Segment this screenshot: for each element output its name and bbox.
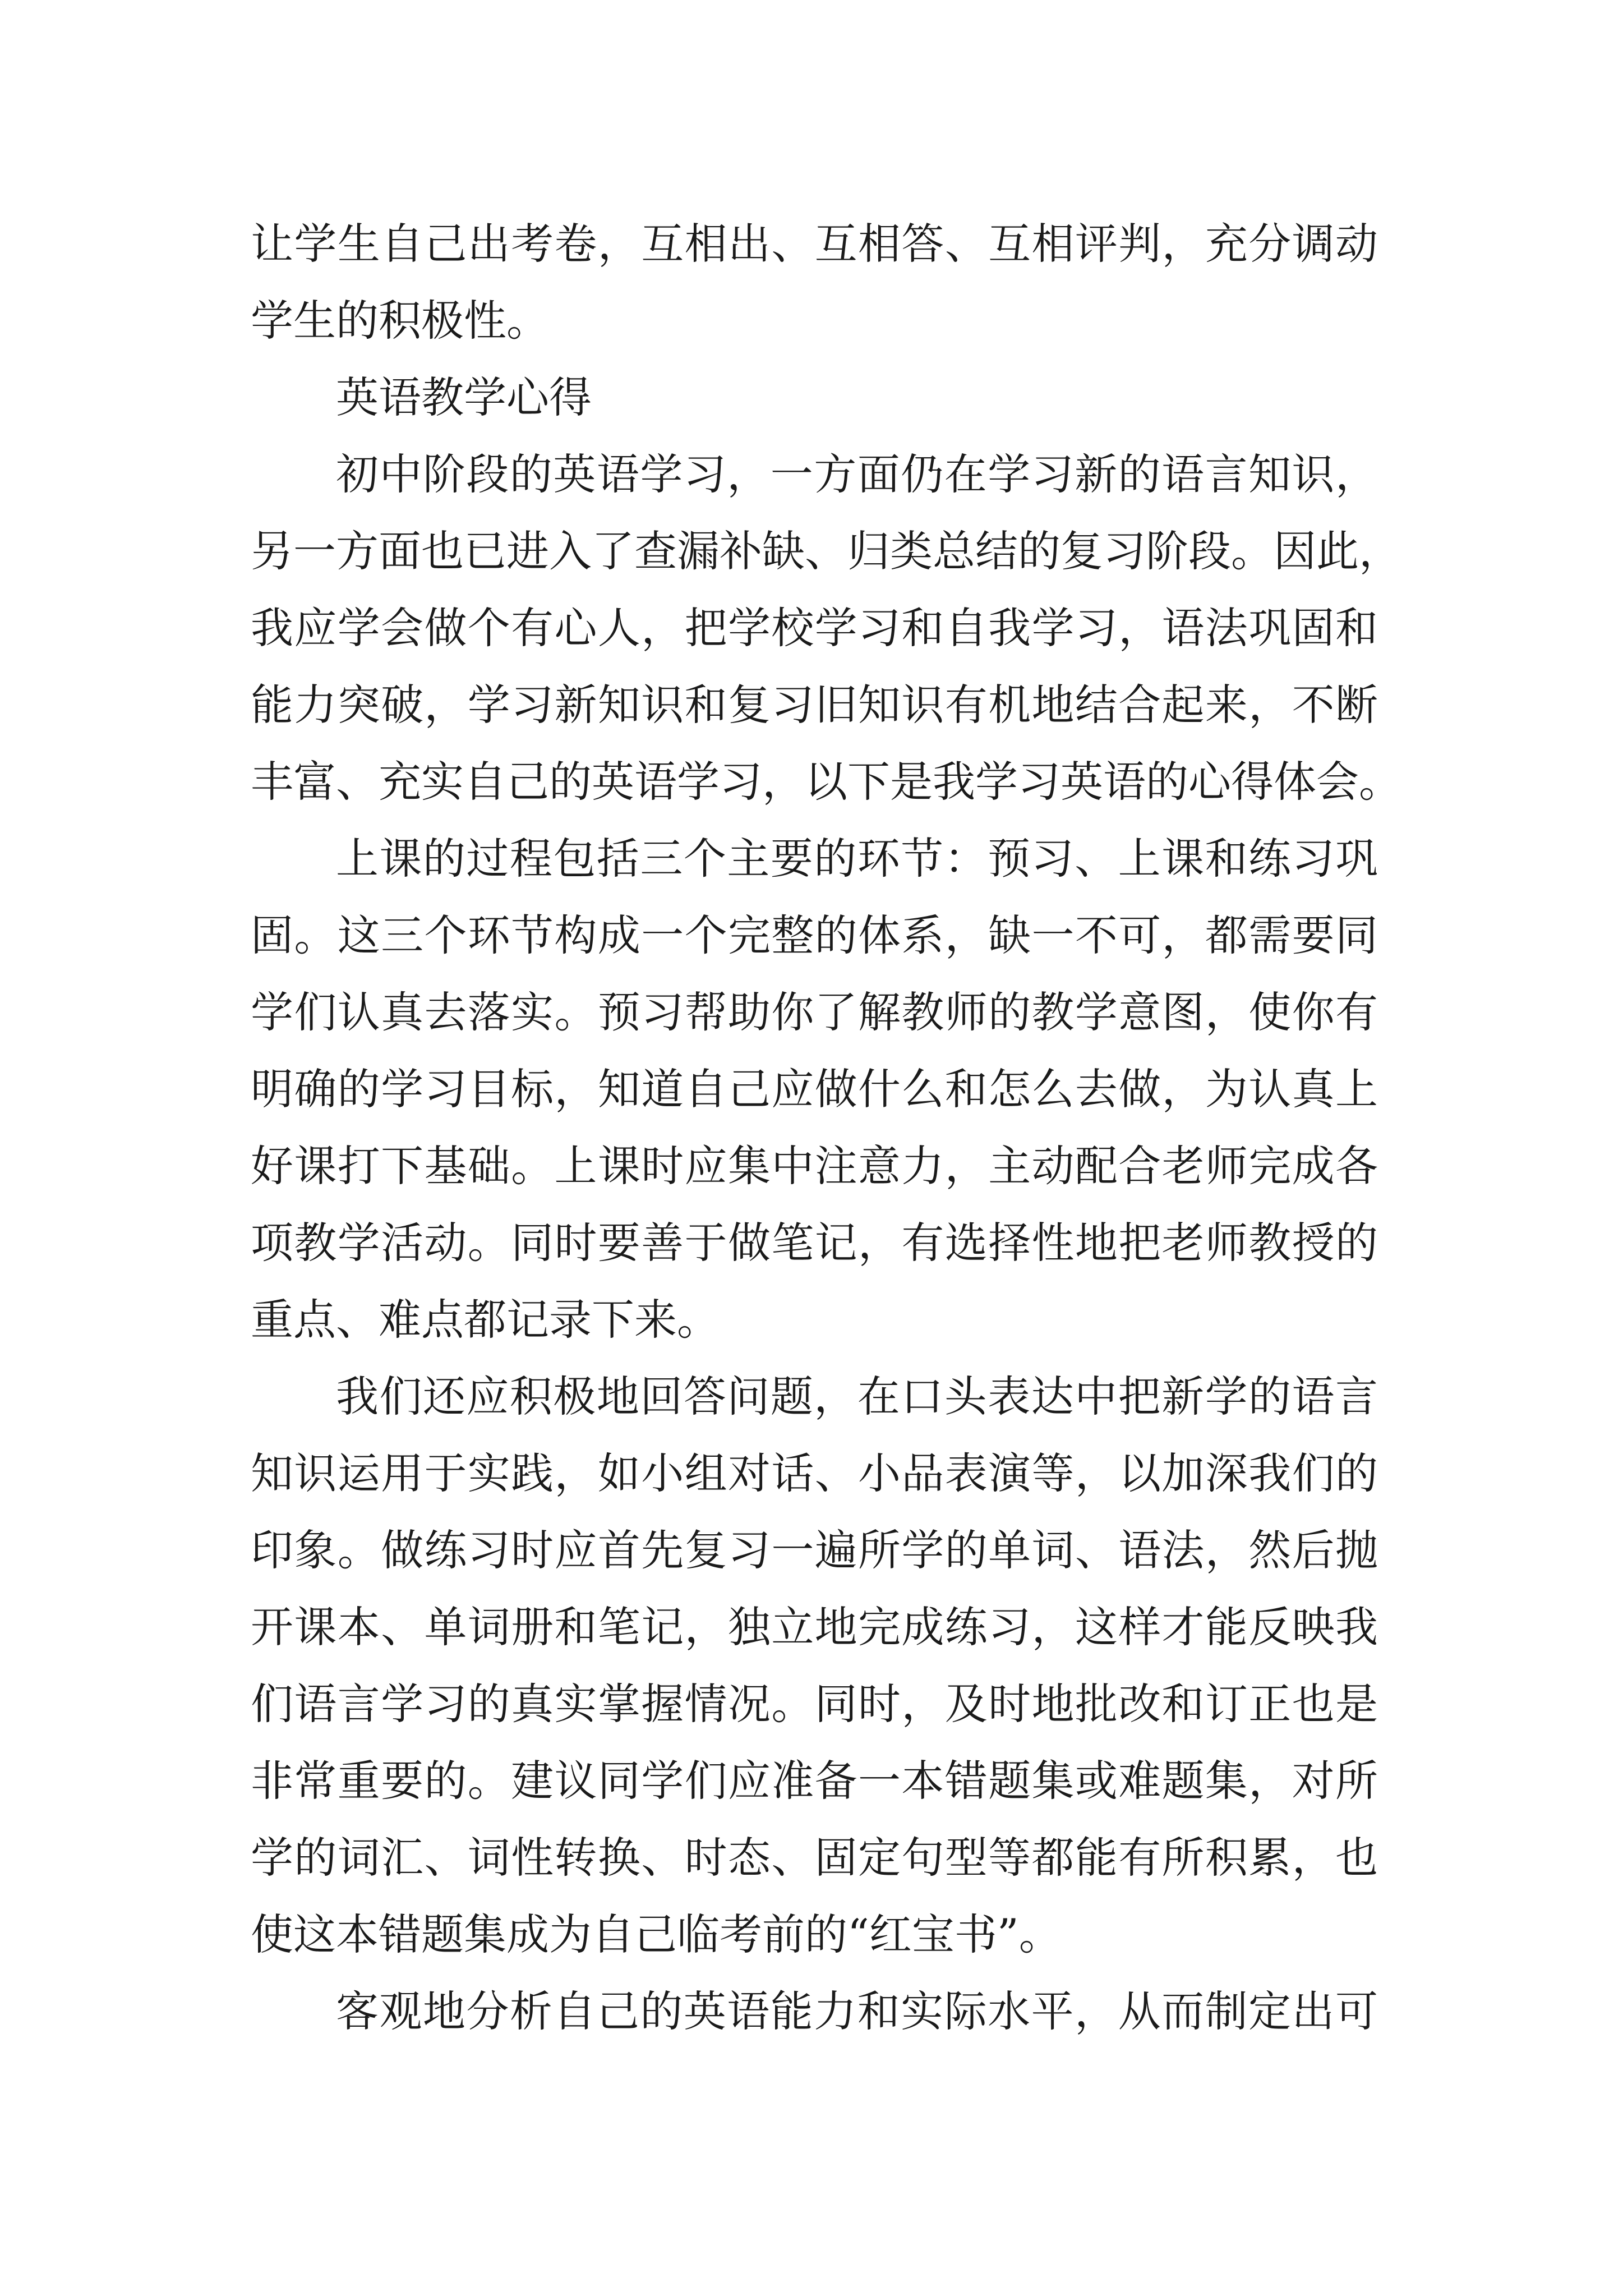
text-line: 能力突破，学习新知识和复习旧知识有机地结合起来，不断 <box>251 680 1378 730</box>
text-line: 固。这三个环节构成一个完整的体系，缺一不可，都需要同 <box>251 910 1378 960</box>
text-line: 我应学会做个有心人，把学校学习和自我学习，语法巩固和 <box>251 603 1378 653</box>
text-line: 上课的过程包括三个主要的环节：预习、上课和练习巩 <box>336 834 1378 884</box>
text-line: 开课本、单词册和笔记，独立地完成练习，这样才能反映我 <box>251 1602 1378 1652</box>
text-line: 学的词汇、词性转换、时态、固定句型等都能有所积累，也 <box>251 1833 1378 1883</box>
text-line: 学生的积极性。 <box>251 296 549 346</box>
text-line: 学们认真去落实。预习帮助你了解教师的教学意图，使你有 <box>251 987 1378 1037</box>
text-line: 我们还应积极地回答问题，在口头表达中把新学的语言 <box>336 1372 1378 1421</box>
text-line: 丰富、充实自己的英语学习，以下是我学习英语的心得体会。 <box>251 757 1401 807</box>
text-line: 明确的学习目标，知道自己应做什么和怎么去做，为认真上 <box>251 1064 1378 1114</box>
text-line: 知识运用于实践，如小组对话、小品表演等，以加深我们的 <box>251 1448 1378 1498</box>
text-line: 项教学活动。同时要善于做笔记，有选择性地把老师教授的 <box>251 1218 1378 1268</box>
text-line: 重点、难点都记录下来。 <box>251 1295 720 1345</box>
text-line: 让学生自己出考卷，互相出、互相答、互相评判，充分调动 <box>251 219 1378 269</box>
text-line: 印象。做练习时应首先复习一遍所学的单词、语法，然后抛 <box>251 1525 1378 1575</box>
text-line: 使这本错题集成为自己临考前的“红宝书”。 <box>251 1910 1062 1959</box>
text-line: 客观地分析自己的英语能力和实际水平，从而制定出可 <box>336 1986 1378 2036</box>
text-line: 另一方面也已进入了查漏补缺、归类总结的复习阶段。因此， <box>251 526 1401 576</box>
text-line: 好课打下基础。上课时应集中注意力，主动配合老师完成各 <box>251 1141 1378 1191</box>
text-line: 非常重要的。建议同学们应准备一本错题集或难题集，对所 <box>251 1756 1378 1806</box>
text-line: 初中阶段的英语学习，一方面仍在学习新的语言知识， <box>336 449 1378 499</box>
section-heading: 英语教学心得 <box>336 372 592 422</box>
text-line: 们语言学习的真实掌握情况。同时，及时地批改和订正也是 <box>251 1679 1378 1729</box>
